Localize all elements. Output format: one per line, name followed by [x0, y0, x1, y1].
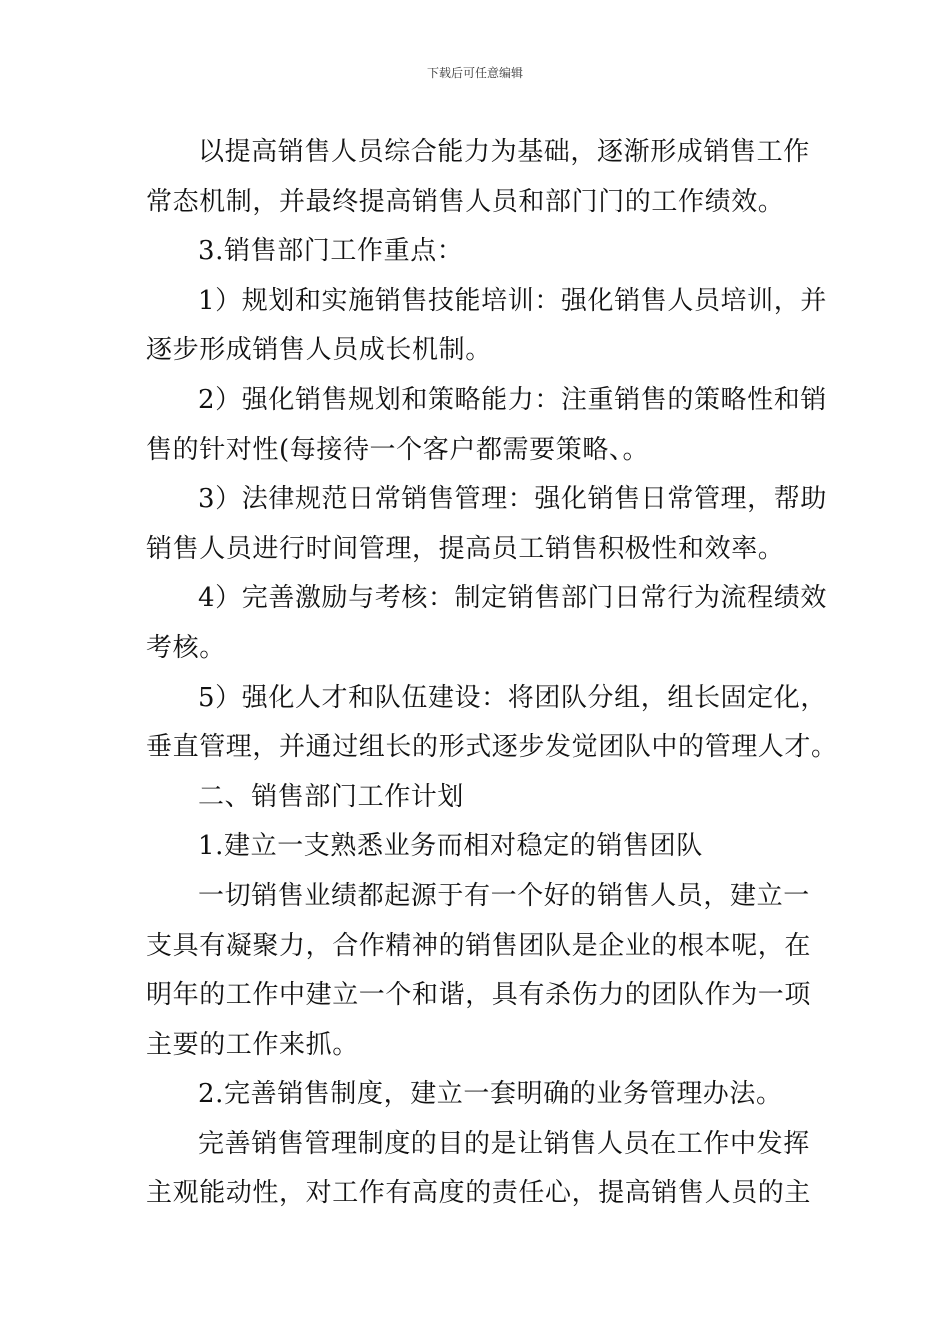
- text-line: 以提高销售人员综合能力为基础，逐渐形成销售工作: [198, 137, 810, 167]
- text-line: 3.销售部门工作重点：: [198, 236, 464, 267]
- text-line: 逐步形成销售人员成长机制。: [146, 335, 492, 366]
- text-line: 销售人员进行时间管理，提高员工销售积极性和效率。: [146, 533, 785, 564]
- text-line: 5）强化人才和队伍建设：将团队分组，组长固定化，: [198, 682, 827, 713]
- text-line: 一切销售业绩都起源于有一个好的销售人员，建立一: [198, 880, 810, 911]
- text-line: 垂直管理，并通过组长的形式逐步发觉团队中的管理人才。: [146, 732, 838, 763]
- text-line: 完善销售管理制度的目的是让销售人员在工作中发挥: [198, 1128, 810, 1159]
- document-body: [146, 128, 838, 1219]
- text-line: 明年的工作中建立一个和谐，具有杀伤力的团队作为一项: [146, 980, 812, 1011]
- text-line: 2）强化销售规划和策略能力：注重销售的策略性和销: [198, 384, 827, 415]
- text-line: 2.完善销售制度，建立一套明确的业务管理办法。: [198, 1079, 783, 1110]
- text-line: 主观能动性，对工作有高度的责任心，提高销售人员的主: [146, 1178, 812, 1209]
- text-line: 二、销售部门工作计划: [198, 781, 465, 812]
- text-line: 售的针对性(每接待一个客户都需要策略、。: [146, 434, 650, 465]
- text-line: 考核。: [146, 632, 226, 663]
- page-header-note: 下载后可任意编辑: [426, 66, 523, 80]
- text-line: 常态机制，并最终提高销售人员和部门门的工作绩效。: [146, 186, 785, 217]
- text-line: 主要的工作来抓。: [146, 1029, 359, 1060]
- text-line: 3）法律规范日常销售管理：强化销售日常管理，帮助: [198, 484, 827, 515]
- text-line: 支具有凝聚力，合作精神的销售团队是企业的根本呢，在: [146, 930, 812, 961]
- text-line: 1.建立一支熟悉业务而相对稳定的销售团队: [198, 831, 703, 862]
- text-line: 4）完善激励与考核：制定销售部门日常行为流程绩效: [198, 583, 827, 614]
- text-line: 1）规划和实施销售技能培训：强化销售人员培训，并: [198, 285, 827, 316]
